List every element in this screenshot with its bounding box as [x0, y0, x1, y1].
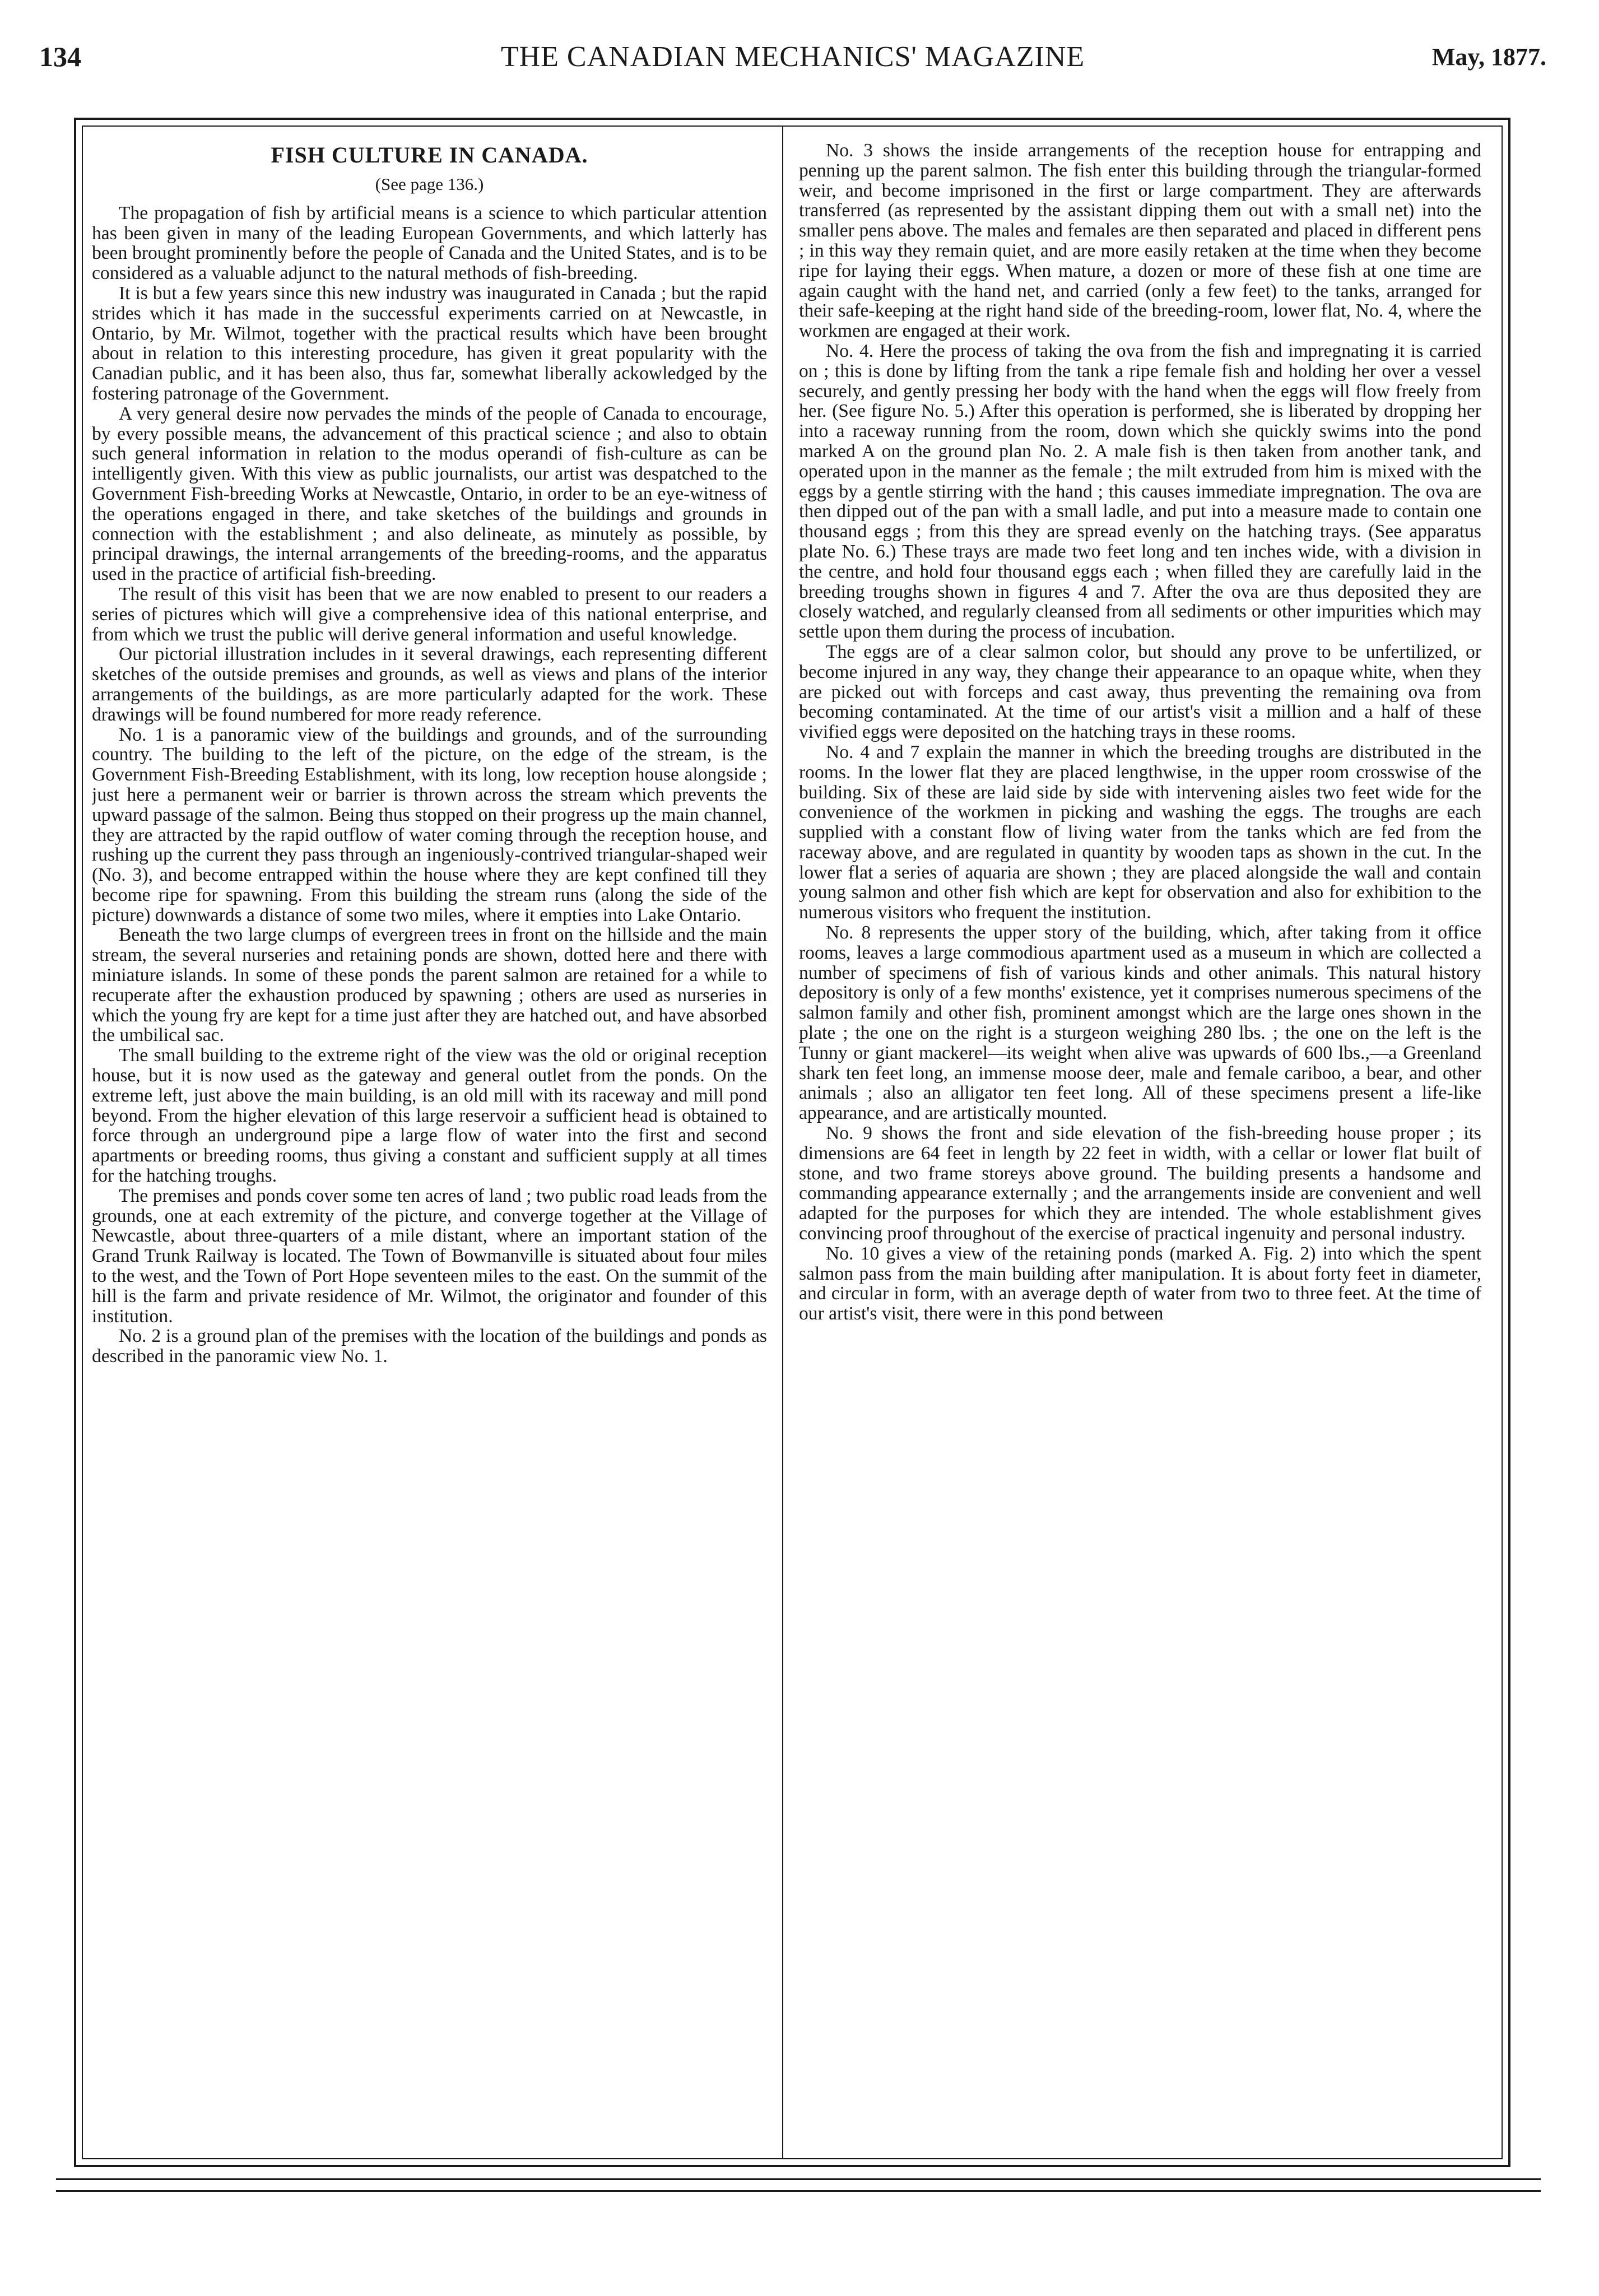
paragraph: No. 9 shows the front and side elevation of the fish-breeding house proper ; its dimensions are 64 feet in length by 22 feet in width, with a cellar or lower flat built of stone, and two frame storeys above ground. The building presents a handsome and commanding appearance externally ; and the arrangements inside are convenient and well adapted for the purposes for which they are intended. The whole establishment gives convincing proof throughout of the exercise of practical ingenuity and personal industry.: [799, 1123, 1481, 1244]
page-number: 134: [39, 41, 81, 72]
running-head: [39, 40, 1546, 85]
paragraph: Beneath the two large clumps of evergreen trees in front on the hillside and the main stream, the several nurseries and retaining ponds are shown, dotted here and there with miniature islands. In some of these ponds the parent salmon are retained for a while to recuperate after the exhaustion produced by spawning ; others are used as nurseries in which the young fry are kept for a time just after they are hatched out, and have absorbed the umbilical sac.: [92, 924, 767, 1046]
paragraph: The result of this visit has been that we are now enabled to present to our readers a series of pictures which will give a comprehensive idea of this national enterprise, and from which we trust the public will derive general information and useful knowledge.: [92, 583, 767, 645]
paragraph: No. 4. Here the process of taking the ova from the fish and impregnating it is carried on ; this is done by lifting from the tank a ripe female fish and holding her over a vessel securely, and gently pressing her body with the hand when the eggs will flow freely from her. (See figure No. 5.) After this operation is performed, she is liberated by dropping her into a raceway running from the room, down which she quickly swims into the pond marked A on the ground plan No. 2. A male fish is then taken from another tank, and operated upon in the manner as the female ; the milt extruded from him is mixed with the eggs by a gentle stirring with the hand ; this causes immediate impregnation. The ova are then dipped out of the pan with a small ladle, and put into a measure made to contain one thousand eggs ; from this they are spread evenly on the hatching trays. (See apparatus plate No. 6.) These trays are made two feet long and ten inches wide, with a division in the centre, and hold four thousand eggs each ; when filled they are carefully laid in the breeding troughs shown in figures 4 and 7. After the ova are thus deposited they are closely watched, and regularly cleansed from all sediments or other impurities which may settle upon them during the process of incubation.: [799, 340, 1481, 643]
paragraph: It is but a few years since this new industry was inaugurated in Canada ; but the rapid strides which it has made in the successful experiments carried on at Newcastle, in Ontario, by Mr. Wilmot, together with the practical results which have been brought about in relation to this interesting procedure, has given it great popularity with the Canadian public, and it has been also, thus far, somewhat liberally ackowledged by the fostering patronage of the Government.: [92, 282, 767, 404]
article-reference: (See page 136.): [375, 174, 484, 194]
article-frame-inner: [82, 126, 1503, 2159]
article-title: FISH CULTURE IN CANADA.: [271, 142, 588, 168]
right-column: [799, 141, 1481, 2144]
paragraph: The small building to the extreme right of the view was the old or original reception house, but it is now used as the gateway and general outlet from the ponds. On the extreme left, just above the main building, is an old mill with its raceway and mill pond beyond. From the higher elevation of this large reservoir a sufficient head is obtained to force through an underground pipe a large flow of water into the first and second apartments or breeding rooms, thus giving a constant and sufficient supply at all times for the hatching troughs.: [92, 1045, 767, 1187]
paragraph: A very general desire now pervades the minds of the people of Canada to encourage, by every possible means, the advancement of this practical science ; and also to obtain such general information in relation to the modus operandi of fish-culture as can be intelligently given. With this view as public journalists, our artist was despatched to the Government Fish-breeding Works at Newcastle, Ontario, in order to be an eye-witness of the operations engaged in there, and take sketches of the buildings and grounds in connection with the establishment ; and also delineate, as minutely as possible, by principal drawings, the internal arrangements of the breeding-rooms, and the apparatus used in the practice of artificial fish-breeding.: [92, 403, 767, 585]
left-column: [92, 141, 767, 2144]
column-rule: [782, 127, 783, 2158]
paragraph: No. 1 is a panoramic view of the buildings and grounds, and of the surrounding country. The building to the left of the picture, on the edge of the stream, is the Government Fish-Breeding Establishment, with its long, low reception house alongside ; just here a permanent weir or barrier is thrown across the stream which prevents the upward passage of the salmon. Being thus stopped on their progress up the main channel, they are attracted by the rapid outflow of water coming through the reception house, and rushing up the current they pass through an ingeniously-contrived triangular-shaped weir (No. 3), and become entrapped within the house where they are kept confined till they become ripe for spawning. From this building the stream runs (along the side of the picture) downwards a distance of some two miles, where it empties into Lake Ontario.: [92, 724, 767, 926]
magazine-title: THE CANADIAN MECHANICS' MAGAZINE: [500, 41, 1085, 73]
paragraph: The eggs are of a clear salmon color, but should any prove to be unfertilized, or become injured in any way, they change their appearance to an opaque white, when they are picked out with forceps and cast away, thus preventing the remaining ova from becoming contaminated. At the time of our artist's visit a million and a half of these vivified eggs were deposited on the hatching trays in these rooms.: [799, 641, 1481, 743]
paragraph: No. 2 is a ground plan of the premises with the location of the buildings and ponds as described in the panoramic view No. 1.: [92, 1326, 767, 1367]
paragraph: No. 10 gives a view of the retaining ponds (marked A. Fig. 2) into which the spent salmon pass from the main building after manipulation. It is about forty feet in diameter, and circular in form, with an average depth of water from two to three feet. At the time of our artist's visit, there were in this pond between: [799, 1243, 1481, 1324]
paragraph: No. 3 shows the inside arrangements of the reception house for entrapping and penning up the parent salmon. The fish enter this building through the triangular-formed weir, and become imprisoned in the first or large compartment. They are afterwards transferred (as represented by the assistant dipping them out with a small net) into the smaller pens above. The males and females are then separated and placed in different pens ; in this way they remain quiet, and are more easily retaken at the time when they become ripe for laying their eggs. When mature, a dozen or more of these fish at one time are again caught with the hand net, and carried (only a few feet) to the tanks, arranged for their safe-keeping at the right hand side of the breeding-room, lower flat, No. 4, where the workmen are engaged at their work.: [799, 141, 1481, 342]
article-frame: [74, 118, 1510, 2167]
paragraph: The propagation of fish by artificial means is a science to which particular attention has been given in many of the leading European Governments, and which latterly has been brought prominently before the people of Canada and the United States, and is to be considered as a valuable adjunct to the natural methods of fish-breeding.: [92, 202, 767, 284]
paragraph: Our pictorial illustration includes in it several drawings, each representing different sketches of the outside premises and grounds, as well as views and plans of the interior arrangements of the buildings, as are more particularly adapted for the work. These drawings will be found numbered for more ready reference.: [92, 644, 767, 725]
paragraph: No. 8 represents the upper story of the building, which, after taking from it office rooms, leaves a large commodious apartment used as a museum in which are collected a number of specimens of fish of various kinds and other animals. This natural history depository is only of a few months' existence, yet it comprises numerous specimens of the salmon family and other fish, prominent amongst which are the large ones shown in the plate ; the one on the right is a sturgeon weighing 280 lbs. ; the one on the left is the Tunny or giant mackerel—its weight when alive was upwards of 600 lbs.,—a Greenland shark ten feet long, an immense moose deer, male and female cariboo, a bear, and other animals ; also an alligator ten feet long. All of these specimens present a life-like appearance, and are artistically mounted.: [799, 922, 1481, 1124]
bottom-double-rule: [56, 2178, 1541, 2192]
paragraph: No. 4 and 7 explain the manner in which the breeding troughs are distributed in the rooms. In the lower flat they are placed lengthwise, in the upper room crosswise of the building. Six of these are laid side by side with intervening aisles two feet wide for the convenience of the workmen in picking and washing the eggs. The troughs are each supplied with a constant flow of living water from the tanks which are fed from the raceway above, and are regulated in quantity by wooden taps as shown in the cut. In the lower flat a series of aquaria are shown ; they are placed alongside the wall and contain young salmon and other fish which are kept for observation and also for exhibition to the numerous visitors who frequent the institution.: [799, 741, 1481, 923]
paragraph: The premises and ponds cover some ten acres of land ; two public road leads from the grounds, one at each extremity of the picture, and converge together at the Village of Newcastle, about three-quarters of a mile distant, where an important station of the Grand Trunk Railway is located. The Town of Bowmanville is situated about four miles to the west, and the Town of Port Hope seventeen miles to the east. On the summit of the hill is the farm and private residence of Mr. Wilmot, the originator and founder of this institution.: [92, 1185, 767, 1327]
issue-date: May, 1877.: [1431, 43, 1546, 71]
